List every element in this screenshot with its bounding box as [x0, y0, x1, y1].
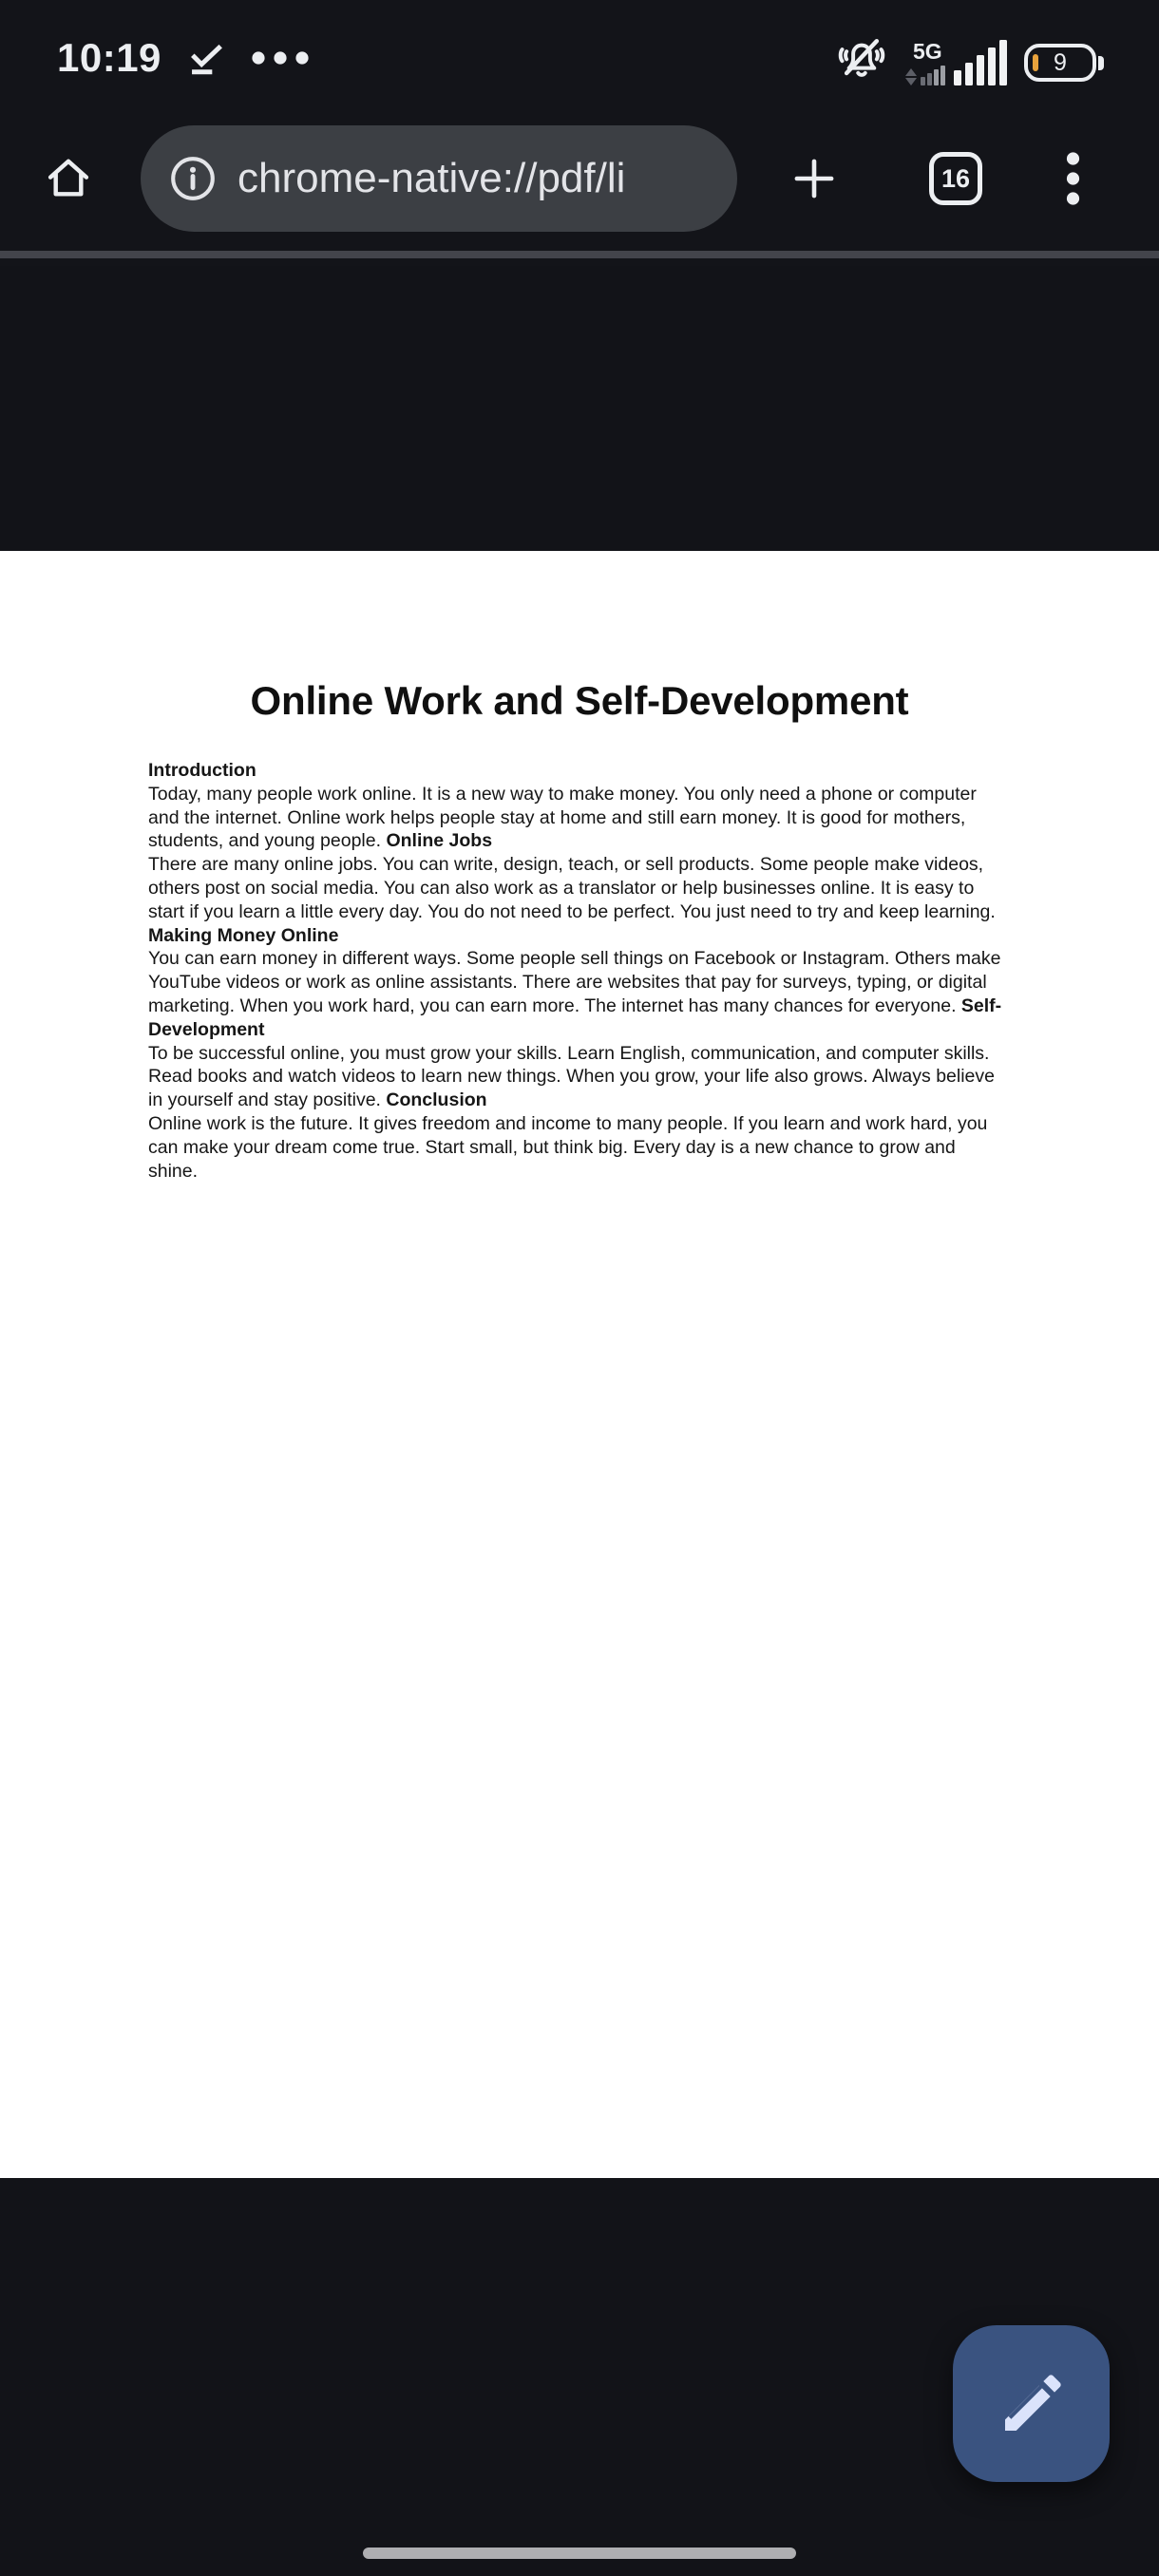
battery-icon [1024, 44, 1096, 82]
edit-pdf-fab[interactable] [953, 2325, 1110, 2482]
battery-indicator [1024, 44, 1104, 82]
kebab-menu-button[interactable] [1066, 151, 1080, 206]
signal-strength-indicator [905, 40, 1007, 85]
tab-switcher-button[interactable] [929, 152, 982, 205]
bell-off-icon [835, 30, 888, 84]
url-text: chrome-native://pdf/li [238, 155, 626, 201]
battery-low-accent [1033, 54, 1038, 71]
omnibox-url-bar[interactable] [141, 125, 737, 232]
new-tab-button[interactable] [787, 151, 842, 206]
network-type-label: 5G [913, 39, 942, 64]
pdf-body-text: Introduction Today, many people work online. It is a new way to make money. You only need a phone or computer and the internet. Online work helps people stay at home and still earn money. It is good for mothers, students, and young people. Online Jobs There are many online jobs. You can write, design, teach, or sell products. Some people make videos, others post on social media. You can also work as a translator or help businesses online. It is easy to start if you learn a little every day. You do not need to be perfect. You just need to try and keep learning. Making Money Online You can earn money in different ways. Some people sell things on Facebook or Instagram. Others make YouTube videos or work as online assistants. There are websites that pay for surveys, typing, or digital marketing. When you work hard, you can earn more. The internet has many chances for everyone. Self-Development To be successful online, you must grow your skills. Learn English, communication, and computer skills. Read books and watch videos to learn new things. When you grow, your life also grows. Always believe in yourself and stay positive. Conclusion Online work is the future. It gives freedom and income to many people. If you learn and work hard, you can make your dream come true. Start small, but think big. Every day is a new chance to grow and shine. [148, 760, 1002, 1182]
secondary-signal-bars-icon [905, 66, 945, 85]
battery-nub [1098, 56, 1104, 70]
status-right-cluster [835, 30, 1104, 85]
home-button[interactable] [42, 152, 95, 205]
pdf-document-title: Online Work and Self-Development [250, 678, 909, 723]
status-bar [0, 0, 1159, 106]
browser-toolbar [0, 106, 1159, 258]
pdf-viewport[interactable] [0, 266, 1159, 2576]
info-circle-icon[interactable] [165, 151, 220, 206]
pdf-page [0, 551, 1159, 2178]
clock: 10:19 [57, 35, 162, 80]
tab-count: 16 [940, 163, 971, 193]
more-notifications-dots-icon [251, 50, 310, 66]
gesture-navigation-handle[interactable] [363, 2548, 796, 2559]
status-left-cluster [57, 35, 310, 81]
primary-signal-bars-icon [954, 40, 1007, 85]
check-underline-icon [184, 36, 228, 80]
battery-percentage: 9 [1054, 48, 1067, 76]
pencil-edit-icon [994, 2366, 1070, 2442]
